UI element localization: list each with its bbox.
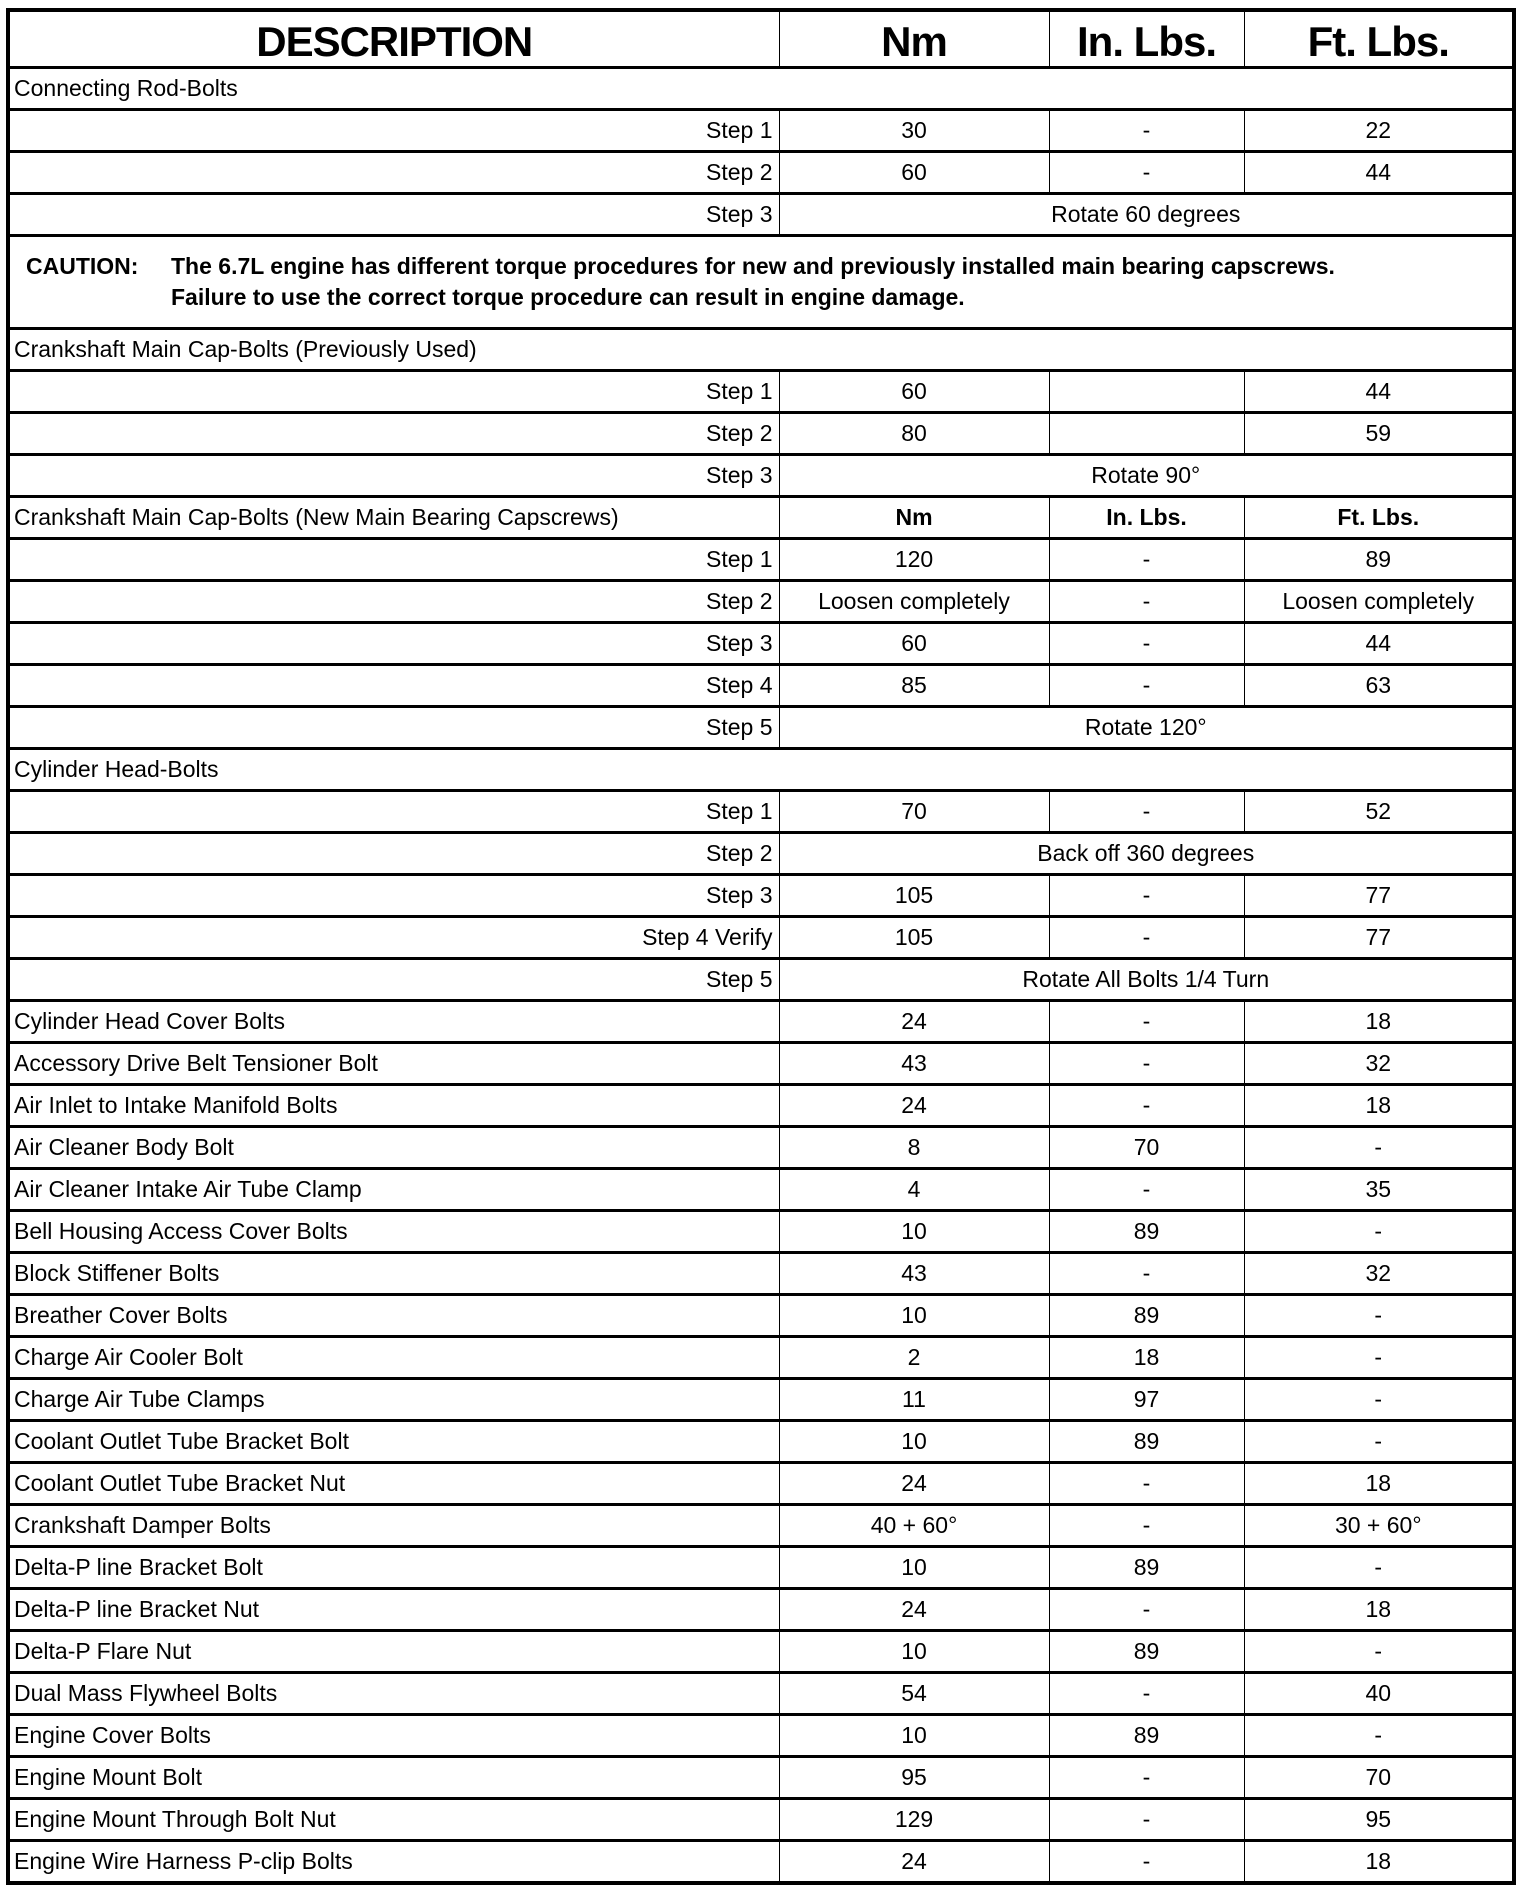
in-lbs-cell: - bbox=[1049, 1799, 1244, 1841]
in-lbs-cell: 89 bbox=[1049, 1421, 1244, 1463]
in-lbs-cell: - bbox=[1049, 1757, 1244, 1799]
nm-cell: 10 bbox=[779, 1421, 1049, 1463]
step-row bbox=[8, 581, 1514, 623]
ft-lbs-cell: 18 bbox=[1244, 1085, 1514, 1127]
step-row bbox=[8, 791, 1514, 833]
table-row bbox=[8, 1253, 1514, 1295]
table-row bbox=[8, 1547, 1514, 1589]
nm-cell: 24 bbox=[779, 1463, 1049, 1505]
section-title: Crankshaft Main Cap-Bolts (Previously Used) bbox=[8, 329, 1514, 371]
in-lbs-cell: 97 bbox=[1049, 1379, 1244, 1421]
nm-cell: 2 bbox=[779, 1337, 1049, 1379]
header-nm: Nm bbox=[779, 10, 1049, 68]
description-cell: Air Cleaner Intake Air Tube Clamp bbox=[8, 1169, 779, 1211]
ft-lbs-cell: 95 bbox=[1244, 1799, 1514, 1841]
in-lbs-cell: - bbox=[1049, 791, 1244, 833]
ft-lbs-cell: 32 bbox=[1244, 1043, 1514, 1085]
ft-lbs-cell: - bbox=[1244, 1547, 1514, 1589]
in-lbs-cell: - bbox=[1049, 1673, 1244, 1715]
ft-lbs-cell: - bbox=[1244, 1337, 1514, 1379]
ft-lbs-cell: - bbox=[1244, 1379, 1514, 1421]
nm-cell: 10 bbox=[779, 1547, 1049, 1589]
ft-lbs-cell: - bbox=[1244, 1631, 1514, 1673]
step-instruction: Rotate All Bolts 1/4 Turn bbox=[779, 959, 1514, 1001]
step-label: Step 1 bbox=[8, 110, 779, 152]
ft-lbs-cell: 18 bbox=[1244, 1841, 1514, 1884]
description-cell: Crankshaft Damper Bolts bbox=[8, 1505, 779, 1547]
header-row bbox=[8, 10, 1514, 68]
in-lbs-cell: - bbox=[1049, 1043, 1244, 1085]
description-cell: Engine Wire Harness P-clip Bolts bbox=[8, 1841, 779, 1884]
ft-lbs-cell: 59 bbox=[1244, 413, 1514, 455]
step-row bbox=[8, 917, 1514, 959]
in-lbs-cell: 89 bbox=[1049, 1211, 1244, 1253]
nm-cell: 70 bbox=[779, 791, 1049, 833]
in-lbs-cell: - bbox=[1049, 1253, 1244, 1295]
step-row bbox=[8, 152, 1514, 194]
ft-lbs-cell: 44 bbox=[1244, 623, 1514, 665]
caution-note bbox=[8, 236, 1514, 329]
in-lbs-cell: 89 bbox=[1049, 1295, 1244, 1337]
header-ft-lbs: Ft. Lbs. bbox=[1244, 10, 1514, 68]
step-label: Step 1 bbox=[8, 791, 779, 833]
table-row bbox=[8, 1799, 1514, 1841]
step-row bbox=[8, 455, 1514, 497]
ft-lbs-cell: 52 bbox=[1244, 791, 1514, 833]
nm-cell: 43 bbox=[779, 1253, 1049, 1295]
table-row bbox=[8, 1589, 1514, 1631]
in-lbs-cell: - bbox=[1049, 665, 1244, 707]
description-cell: Block Stiffener Bolts bbox=[8, 1253, 779, 1295]
in-lbs-cell: - bbox=[1049, 581, 1244, 623]
ft-lbs-cell: Ft. Lbs. bbox=[1244, 497, 1514, 539]
table-row bbox=[8, 1421, 1514, 1463]
table-row bbox=[8, 1211, 1514, 1253]
caution-label: CAUTION: bbox=[26, 253, 139, 279]
table-row bbox=[8, 1631, 1514, 1673]
description-cell: Charge Air Cooler Bolt bbox=[8, 1337, 779, 1379]
caution-line: Failure to use the correct torque procedure can result in engine damage. bbox=[171, 284, 965, 310]
description-cell: Accessory Drive Belt Tensioner Bolt bbox=[8, 1043, 779, 1085]
table-row bbox=[8, 1715, 1514, 1757]
description-cell: Air Cleaner Body Bolt bbox=[8, 1127, 779, 1169]
nm-cell: 4 bbox=[779, 1169, 1049, 1211]
step-label: Step 2 bbox=[8, 152, 779, 194]
section-row bbox=[8, 329, 1514, 371]
step-label: Step 5 bbox=[8, 707, 779, 749]
nm-cell: 95 bbox=[779, 1757, 1049, 1799]
nm-cell: 105 bbox=[779, 917, 1049, 959]
nm-cell: 10 bbox=[779, 1211, 1049, 1253]
table-row bbox=[8, 1505, 1514, 1547]
section-title: Connecting Rod-Bolts bbox=[8, 68, 1514, 110]
step-label: Step 1 bbox=[8, 371, 779, 413]
nm-cell: 54 bbox=[779, 1673, 1049, 1715]
ft-lbs-cell: 35 bbox=[1244, 1169, 1514, 1211]
nm-cell: 24 bbox=[779, 1841, 1049, 1884]
step-label: Step 3 bbox=[8, 623, 779, 665]
step-label: Step 4 Verify bbox=[8, 917, 779, 959]
ft-lbs-cell: 18 bbox=[1244, 1001, 1514, 1043]
step-row bbox=[8, 707, 1514, 749]
step-instruction: Rotate 90° bbox=[779, 455, 1514, 497]
description-cell: Coolant Outlet Tube Bracket Nut bbox=[8, 1463, 779, 1505]
ft-lbs-cell: 63 bbox=[1244, 665, 1514, 707]
nm-cell: 30 bbox=[779, 110, 1049, 152]
section-title: Cylinder Head-Bolts bbox=[8, 749, 1514, 791]
step-instruction: Rotate 60 degrees bbox=[779, 194, 1514, 236]
ft-lbs-cell: 30 + 60° bbox=[1244, 1505, 1514, 1547]
nm-cell: 60 bbox=[779, 371, 1049, 413]
description-cell: Breather Cover Bolts bbox=[8, 1295, 779, 1337]
step-label: Step 5 bbox=[8, 959, 779, 1001]
step-label: Step 3 bbox=[8, 875, 779, 917]
table-row bbox=[8, 1379, 1514, 1421]
ft-lbs-cell: - bbox=[1244, 1127, 1514, 1169]
step-label: Step 2 bbox=[8, 413, 779, 455]
table-row bbox=[8, 1673, 1514, 1715]
ft-lbs-cell: 18 bbox=[1244, 1463, 1514, 1505]
subheader-row bbox=[8, 497, 1514, 539]
nm-cell: 60 bbox=[779, 623, 1049, 665]
table-row bbox=[8, 1169, 1514, 1211]
description-cell: Delta-P Flare Nut bbox=[8, 1631, 779, 1673]
in-lbs-cell bbox=[1049, 371, 1244, 413]
nm-cell: 85 bbox=[779, 665, 1049, 707]
in-lbs-cell: - bbox=[1049, 1589, 1244, 1631]
ft-lbs-cell: 77 bbox=[1244, 917, 1514, 959]
nm-cell: 8 bbox=[779, 1127, 1049, 1169]
in-lbs-cell: 89 bbox=[1049, 1715, 1244, 1757]
in-lbs-cell: - bbox=[1049, 1001, 1244, 1043]
step-row bbox=[8, 875, 1514, 917]
description-cell: Engine Cover Bolts bbox=[8, 1715, 779, 1757]
table-row bbox=[8, 1463, 1514, 1505]
ft-lbs-cell: 77 bbox=[1244, 875, 1514, 917]
step-row bbox=[8, 623, 1514, 665]
in-lbs-cell: - bbox=[1049, 875, 1244, 917]
table-row bbox=[8, 1001, 1514, 1043]
in-lbs-cell: - bbox=[1049, 539, 1244, 581]
caution-row bbox=[8, 236, 1514, 329]
torque-spec-table bbox=[6, 8, 1516, 1885]
table-body bbox=[8, 68, 1514, 1884]
header-description: DESCRIPTION bbox=[8, 10, 779, 68]
step-label: Step 2 bbox=[8, 581, 779, 623]
section-row bbox=[8, 749, 1514, 791]
header-in-lbs: In. Lbs. bbox=[1049, 10, 1244, 68]
description-cell: Bell Housing Access Cover Bolts bbox=[8, 1211, 779, 1253]
description-cell: Crankshaft Main Cap-Bolts (New Main Bearing Capscrews) bbox=[8, 497, 779, 539]
nm-cell: 10 bbox=[779, 1631, 1049, 1673]
in-lbs-cell: 89 bbox=[1049, 1547, 1244, 1589]
ft-lbs-cell: 32 bbox=[1244, 1253, 1514, 1295]
ft-lbs-cell: 70 bbox=[1244, 1757, 1514, 1799]
step-label: Step 2 bbox=[8, 833, 779, 875]
step-label: Step 1 bbox=[8, 539, 779, 581]
in-lbs-cell: In. Lbs. bbox=[1049, 497, 1244, 539]
nm-cell: 80 bbox=[779, 413, 1049, 455]
ft-lbs-cell: 44 bbox=[1244, 371, 1514, 413]
description-cell: Air Inlet to Intake Manifold Bolts bbox=[8, 1085, 779, 1127]
step-row bbox=[8, 371, 1514, 413]
table-row bbox=[8, 1295, 1514, 1337]
step-row bbox=[8, 110, 1514, 152]
nm-cell: 129 bbox=[779, 1799, 1049, 1841]
ft-lbs-cell: Loosen completely bbox=[1244, 581, 1514, 623]
description-cell: Engine Mount Bolt bbox=[8, 1757, 779, 1799]
step-row bbox=[8, 959, 1514, 1001]
ft-lbs-cell: - bbox=[1244, 1211, 1514, 1253]
table-row bbox=[8, 1841, 1514, 1884]
in-lbs-cell: - bbox=[1049, 1085, 1244, 1127]
description-cell: Coolant Outlet Tube Bracket Bolt bbox=[8, 1421, 779, 1463]
nm-cell: 10 bbox=[779, 1295, 1049, 1337]
nm-cell: 11 bbox=[779, 1379, 1049, 1421]
nm-cell: 60 bbox=[779, 152, 1049, 194]
ft-lbs-cell: 18 bbox=[1244, 1589, 1514, 1631]
table-row bbox=[8, 1757, 1514, 1799]
ft-lbs-cell: - bbox=[1244, 1295, 1514, 1337]
section-row bbox=[8, 68, 1514, 110]
step-row bbox=[8, 194, 1514, 236]
caution-line: The 6.7L engine has different torque procedures for new and previously installed main bearing capscrews. bbox=[171, 253, 1335, 279]
ft-lbs-cell: 40 bbox=[1244, 1673, 1514, 1715]
step-label: Step 3 bbox=[8, 455, 779, 497]
description-cell: Charge Air Tube Clamps bbox=[8, 1379, 779, 1421]
step-row bbox=[8, 539, 1514, 581]
in-lbs-cell: - bbox=[1049, 1841, 1244, 1884]
nm-cell: 10 bbox=[779, 1715, 1049, 1757]
nm-cell: Nm bbox=[779, 497, 1049, 539]
step-row bbox=[8, 665, 1514, 707]
caution-text bbox=[171, 251, 1491, 313]
step-row bbox=[8, 833, 1514, 875]
table-row bbox=[8, 1337, 1514, 1379]
description-cell: Dual Mass Flywheel Bolts bbox=[8, 1673, 779, 1715]
nm-cell: 24 bbox=[779, 1589, 1049, 1631]
nm-cell: Loosen completely bbox=[779, 581, 1049, 623]
step-label: Step 4 bbox=[8, 665, 779, 707]
ft-lbs-cell: - bbox=[1244, 1715, 1514, 1757]
step-row bbox=[8, 413, 1514, 455]
nm-cell: 40 + 60° bbox=[779, 1505, 1049, 1547]
ft-lbs-cell: 89 bbox=[1244, 539, 1514, 581]
description-cell: Delta-P line Bracket Bolt bbox=[8, 1547, 779, 1589]
nm-cell: 24 bbox=[779, 1085, 1049, 1127]
in-lbs-cell: - bbox=[1049, 152, 1244, 194]
description-cell: Delta-P line Bracket Nut bbox=[8, 1589, 779, 1631]
ft-lbs-cell: - bbox=[1244, 1421, 1514, 1463]
in-lbs-cell: 70 bbox=[1049, 1127, 1244, 1169]
nm-cell: 105 bbox=[779, 875, 1049, 917]
in-lbs-cell: - bbox=[1049, 1463, 1244, 1505]
ft-lbs-cell: 22 bbox=[1244, 110, 1514, 152]
in-lbs-cell: 89 bbox=[1049, 1631, 1244, 1673]
table-row bbox=[8, 1127, 1514, 1169]
table-row bbox=[8, 1043, 1514, 1085]
in-lbs-cell: - bbox=[1049, 1505, 1244, 1547]
nm-cell: 120 bbox=[779, 539, 1049, 581]
step-label: Step 3 bbox=[8, 194, 779, 236]
in-lbs-cell: 18 bbox=[1049, 1337, 1244, 1379]
step-instruction: Back off 360 degrees bbox=[779, 833, 1514, 875]
nm-cell: 24 bbox=[779, 1001, 1049, 1043]
in-lbs-cell: - bbox=[1049, 1169, 1244, 1211]
step-instruction: Rotate 120° bbox=[779, 707, 1514, 749]
in-lbs-cell: - bbox=[1049, 917, 1244, 959]
ft-lbs-cell: 44 bbox=[1244, 152, 1514, 194]
nm-cell: 43 bbox=[779, 1043, 1049, 1085]
in-lbs-cell bbox=[1049, 413, 1244, 455]
in-lbs-cell: - bbox=[1049, 623, 1244, 665]
in-lbs-cell: - bbox=[1049, 110, 1244, 152]
table-row bbox=[8, 1085, 1514, 1127]
description-cell: Engine Mount Through Bolt Nut bbox=[8, 1799, 779, 1841]
description-cell: Cylinder Head Cover Bolts bbox=[8, 1001, 779, 1043]
